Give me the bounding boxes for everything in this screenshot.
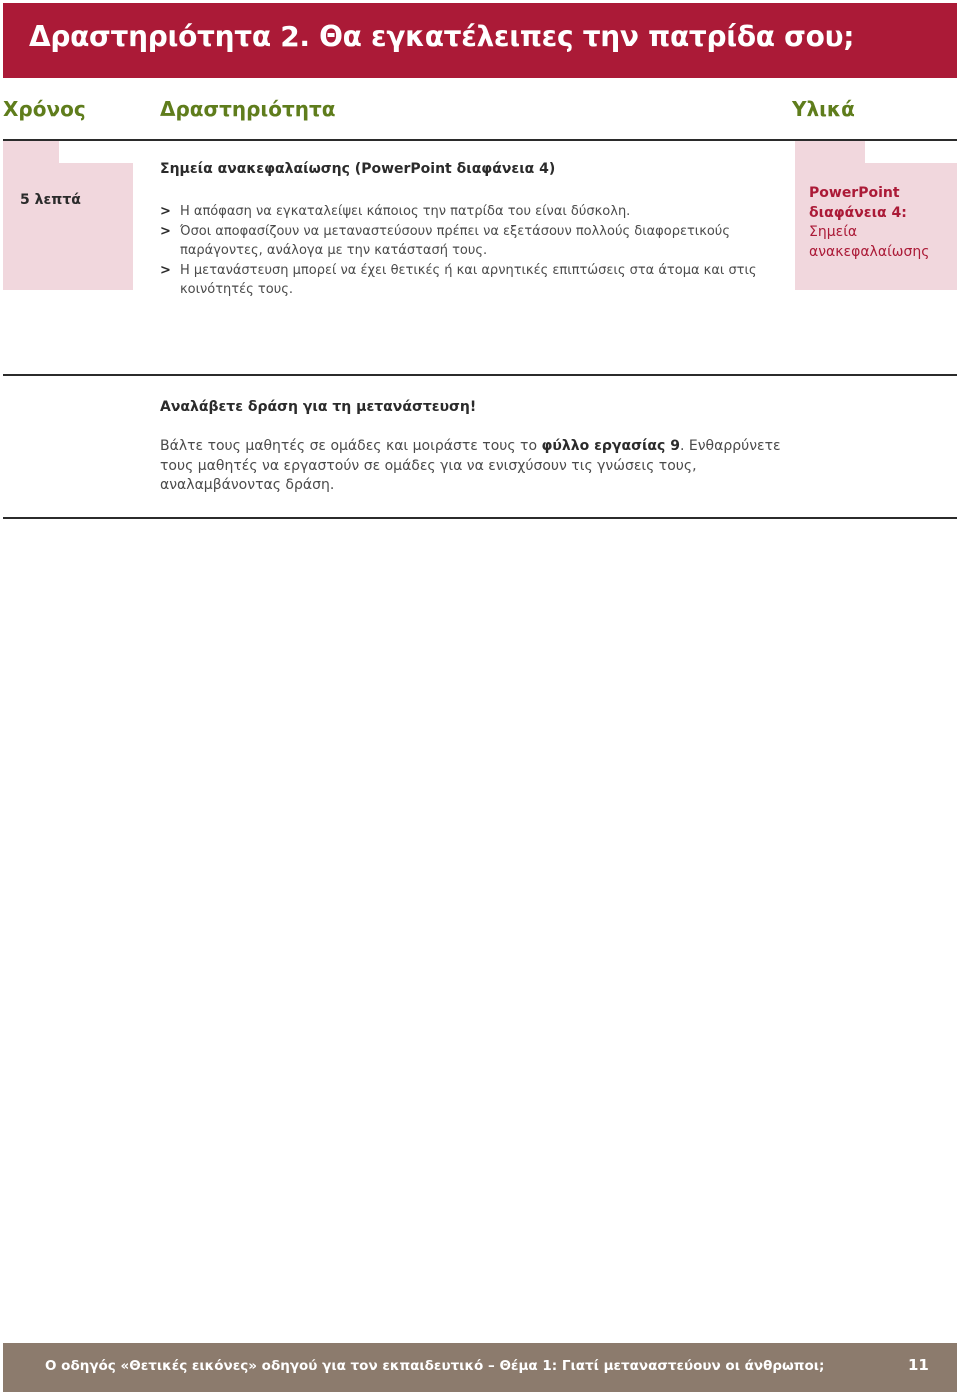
column-heading-activity: Δραστηριότητα [160,97,336,121]
time-panel [3,163,133,290]
page-title: Δραστηριότητα 2. Θα εγκατέλειπες την πατρίδα σου; [29,20,855,53]
bullet-marker: > [160,223,171,239]
action-heading: Αναλάβετε δράση για τη μετανάστευση! [160,399,477,415]
bullet-marker: > [160,262,171,278]
column-heading-time: Χρόνος [3,97,86,121]
footer-title: Ο οδηγός «Θετικές εικόνες» οδηγού για τον εκπαιδευτικό – Θέμα 1: Γιατί μεταναστεύουν οι άνθρωποι; [45,1358,825,1374]
action-text-intro: Βάλτε τους μαθητές σε ομάδες και μοιράστε τους το [160,438,542,454]
materials-panel-tab [795,141,865,163]
time-panel-tab [3,141,59,163]
page-number: 11 [908,1356,929,1374]
title-banner [3,3,957,78]
list-item [160,202,760,222]
summary-heading: Σημεία ανακεφαλαίωσης (PowerPoint διαφάνεια 4) [160,161,556,177]
materials-block [809,184,949,262]
worksheet-reference: φύλλο εργασίας 9 [541,438,680,454]
table-divider-middle [3,374,957,376]
bullet-marker: > [160,204,171,219]
duration-label: 5 λεπτά [20,192,81,208]
bullet-text: Η μετανάστευση μπορεί να έχει θετικές ή και αρνητικές επιπτώσεις στα άτομα και στις κοινότητές τους. [180,262,757,297]
action-paragraph [160,437,800,496]
footer-bar [3,1343,957,1392]
list-item [160,222,760,261]
materials-description: Σημεία ανακεφαλαίωσης [809,224,930,260]
materials-title: PowerPoint διαφάνεια 4: [809,185,907,221]
bullet-text: Όσοι αποφασίζουν να μεταναστεύσουν πρέπει να εξετάσουν πολλούς διαφορετικούς παράγοντες, ανάλογα με την κατάστασή τους. [180,223,730,258]
list-item [160,261,760,300]
column-heading-materials: Υλικά [792,97,855,121]
bullet-text: Η απόφαση να εγκαταλείψει κάποιος την πατρίδα του είναι δύσκολη. [180,204,631,219]
action-text-rest: . Ενθαρρύνετε τους μαθητές να εργαστούν σε ομάδες για να ενισχύσουν τις γνώσεις τους, αναλαμβάνοντας δράση. [160,438,781,493]
table-divider-bottom [3,517,957,519]
summary-bullet-list [160,202,760,300]
